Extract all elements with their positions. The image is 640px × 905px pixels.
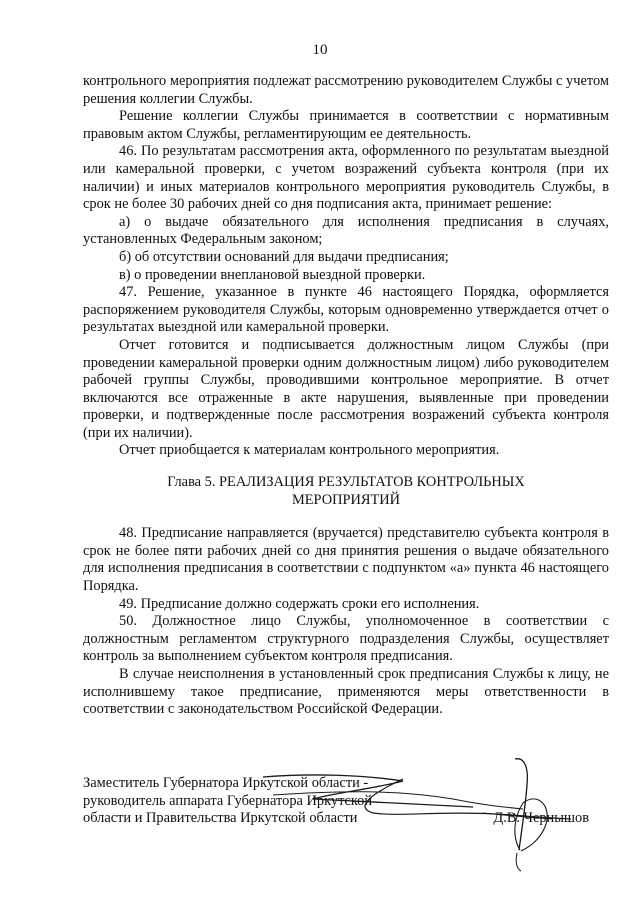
subitem-a: а) о выдаче обязательного для исполнения предписания в случаях, установленных Федеральным законом; [83, 213, 609, 248]
subitem-b: б) об отсутствии оснований для выдачи предписания; [119, 248, 449, 265]
paragraph: контрольного мероприятия подлежат рассмотрению руководителем Службы с учетом решения коллегии Службы. [83, 73, 609, 107]
handwritten-signature [253, 755, 583, 875]
paragraph: В случае неисполнения в установленный срок предписания Службы к лицу, не исполнившему такое предписание, применяются меры ответственности в соответствии с законодательством Российской Федерации. [83, 666, 609, 718]
chapter-title [83, 474, 609, 509]
signer-position-line: Заместитель Губернатора Иркутской области - [83, 775, 369, 791]
paragraph-item-46: 46. По результатам рассмотрения акта, оформленного по результатам выездной или камеральной проверки, с учетом возражений субъекта контроля (при их наличии) и иных материалов контрольного мероприятия руководитель Службы, в срок не более 30 рабочих дней со дня подписания акта, принимает решение: [83, 143, 609, 213]
subitem-c: в) о проведении внеплановой выездной проверки. [119, 266, 426, 283]
page-number: 10 [312, 42, 328, 58]
document-body [83, 73, 609, 719]
paragraph-item-48: 48. Предписание направляется (вручается) представителю субъекта контроля в срок не более пяти рабочих дней со дня принятия решения о выдаче обязательного для исполнения предписания в соответствии с подпунктом «а» пункта 46 настоящего Порядка. [83, 525, 609, 595]
signature-block [83, 775, 609, 855]
paragraph: Решение коллегии Службы принимается в соответствии с нормативным правовым актом Службы, регламентирующим ее деятельность. [83, 108, 609, 142]
signer-name: Д.В. Чернышов [493, 810, 589, 826]
signer-position-line: области и Правительства Иркутской области [83, 810, 358, 827]
chapter-title-line: Глава 5. РЕАЛИЗАЦИЯ РЕЗУЛЬТАТОВ КОНТРОЛЬНЫХ [167, 474, 525, 491]
chapter-title-line: МЕРОПРИЯТИЙ [291, 491, 401, 508]
paragraph-item-49: 49. Предписание должно содержать сроки его исполнения. [119, 595, 480, 612]
paragraph-item-47: 47. Решение, указанное в пункте 46 настоящего Порядка, оформляется распоряжением руководителя Службы, которым одновременно утверждается отчет о результатах выездной или камеральной проверки. [83, 284, 609, 336]
paragraph: Отчет приобщается к материалам контрольного мероприятия. [119, 442, 500, 459]
paragraph: Отчет готовится и подписывается должностным лицом Службы (при проведении камеральной проверки одним должностным лицом) либо руководителем рабочей группы Службы, проводившими контрольное мероприятие. В отчет включаются все отраженные в акте нарушения, выявленные при проведении проверки, и подтвержденные после рассмотрения возражений субъекта контроля (при их наличии). [83, 336, 609, 441]
signer-position-line: руководитель аппарата Губернатора Иркутской [83, 792, 373, 809]
paragraph-item-50: 50. Должностное лицо Службы, уполномоченное в соответствии с должностным регламентом структурного подразделения Службы, осуществляет контроль за выполнением субъектом контроля предписания. [83, 613, 609, 665]
